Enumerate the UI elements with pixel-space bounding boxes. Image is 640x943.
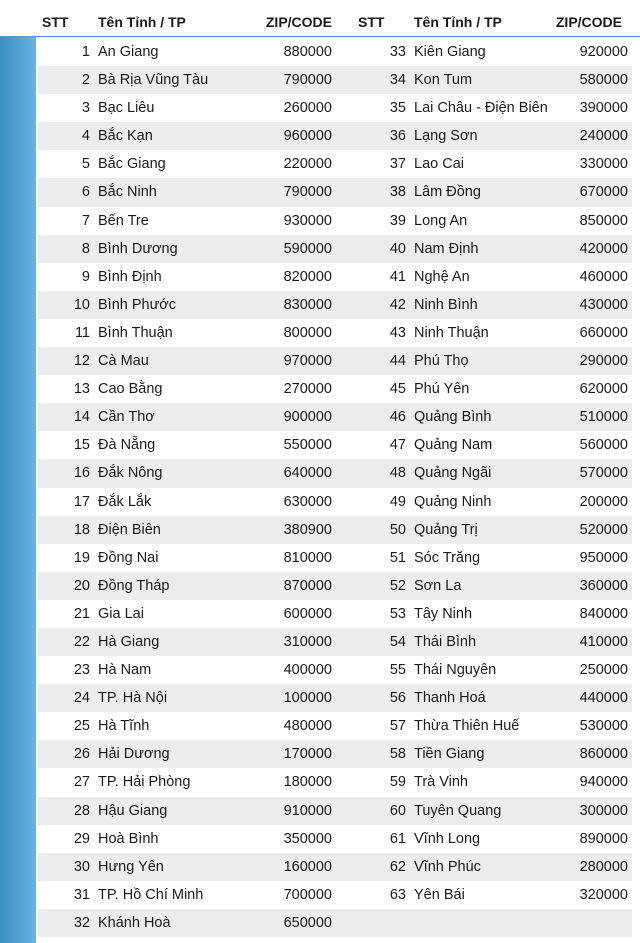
zip-cell: 940000 — [579, 774, 628, 791]
zip-cell: 300000 — [579, 802, 628, 819]
province-cell: Đắk Nông — [98, 465, 163, 482]
stt-cell: 21 — [73, 605, 90, 622]
zip-cell: 600000 — [283, 605, 332, 622]
zip-cell: 460000 — [579, 268, 628, 285]
province-cell: Đồng Nai — [98, 549, 159, 566]
province-cell: Hậu Giang — [98, 802, 168, 819]
province-cell: Tuyên Quang — [414, 802, 502, 819]
stt-cell: 38 — [389, 184, 406, 201]
stt-cell: 2 — [81, 72, 90, 89]
stt-cell: 54 — [389, 633, 406, 650]
zip-cell: 480000 — [283, 718, 332, 735]
stt-cell: 24 — [73, 690, 90, 707]
province-cell: Khánh Hoà — [98, 914, 171, 931]
province-cell: Yên Bái — [414, 886, 465, 903]
zip-cell: 890000 — [579, 830, 628, 847]
stt-cell: 56 — [389, 690, 406, 707]
table-row — [38, 431, 632, 459]
stt-cell: 48 — [389, 465, 406, 482]
zip-cell: 550000 — [283, 437, 332, 454]
stt-cell: 28 — [73, 802, 90, 819]
zip-cell: 620000 — [579, 381, 628, 398]
province-cell: Hà Nam — [98, 662, 152, 679]
province-cell: Nghệ An — [414, 268, 470, 285]
zip-cell: 960000 — [283, 128, 332, 145]
zip-cell: 280000 — [579, 858, 628, 875]
zip-cell: 670000 — [579, 184, 628, 201]
province-cell: Trà Vinh — [414, 774, 468, 791]
stt-cell: 62 — [389, 858, 406, 875]
province-cell: Bến Tre — [98, 212, 149, 229]
table-row — [38, 375, 632, 403]
stt-cell: 32 — [73, 914, 90, 931]
table-row — [38, 459, 632, 487]
province-cell: Phú Thọ — [414, 353, 469, 370]
header-zip: ZIP/CODE — [265, 14, 332, 30]
table-row — [38, 881, 632, 909]
province-cell: Bình Dương — [98, 240, 178, 257]
stt-cell: 23 — [73, 662, 90, 679]
province-cell: Bắc Kạn — [98, 128, 153, 145]
province-cell: Hải Dương — [98, 746, 170, 763]
table-row — [38, 712, 632, 740]
stt-cell: 34 — [389, 72, 406, 89]
stt-cell: 13 — [73, 381, 90, 398]
table-row — [38, 797, 632, 825]
province-cell: Phú Yên — [414, 381, 470, 398]
stt-cell: 37 — [389, 156, 406, 173]
zip-cell: 430000 — [579, 296, 628, 313]
table-row — [38, 66, 632, 94]
zip-cell: 590000 — [283, 240, 332, 257]
zip-cell: 270000 — [283, 381, 332, 398]
stt-cell: 60 — [389, 802, 406, 819]
province-cell: Cần Thơ — [98, 409, 155, 426]
table-row — [38, 656, 632, 684]
zip-cell: 880000 — [283, 44, 332, 60]
zip-cell: 650000 — [283, 914, 332, 931]
province-cell: Quảng Nam — [414, 437, 493, 454]
table-row — [38, 684, 632, 712]
zip-cell: 390000 — [579, 100, 628, 117]
zip-cell: 560000 — [579, 437, 628, 454]
stt-cell: 42 — [389, 296, 406, 313]
province-cell: Bà Rịa Vũng Tàu — [98, 72, 209, 89]
table-row — [38, 347, 632, 375]
zip-cell: 920000 — [579, 44, 628, 60]
header-divider — [0, 36, 640, 37]
stt-cell: 63 — [389, 886, 406, 903]
table-row — [38, 628, 632, 656]
province-cell: Hà Tĩnh — [98, 718, 150, 735]
zip-cell: 950000 — [579, 549, 628, 566]
stt-cell: 12 — [73, 353, 90, 370]
stt-cell: 8 — [81, 240, 90, 257]
stt-cell: 33 — [389, 44, 406, 60]
zip-cell: 860000 — [579, 746, 628, 763]
zip-cell: 510000 — [579, 409, 628, 426]
table-row — [38, 600, 632, 628]
stt-cell: 14 — [73, 409, 90, 426]
stt-cell: 57 — [389, 718, 406, 735]
stt-cell: 61 — [389, 830, 406, 847]
table-row — [38, 178, 632, 206]
stt-cell: 11 — [74, 324, 90, 341]
province-cell: Lai Châu - Điện Biên — [414, 100, 548, 117]
zip-cell: 380900 — [283, 521, 332, 538]
stt-cell: 41 — [389, 268, 406, 285]
stt-cell: 40 — [389, 240, 406, 257]
zip-cell: 100000 — [283, 690, 332, 707]
stt-cell: 5 — [81, 156, 90, 173]
stt-cell: 29 — [73, 830, 90, 847]
stt-cell: 20 — [73, 577, 90, 594]
table-row — [38, 572, 632, 600]
province-cell: Long An — [414, 212, 468, 229]
province-cell: Sơn La — [414, 577, 462, 594]
stt-cell: 53 — [389, 605, 406, 622]
zip-cell: 420000 — [579, 240, 628, 257]
zip-cell: 850000 — [579, 212, 628, 229]
province-cell: Bắc Ninh — [98, 184, 157, 201]
province-cell: Đắk Lắk — [98, 493, 152, 510]
stt-cell: 43 — [389, 324, 406, 341]
zip-cell: 520000 — [579, 521, 628, 538]
table-row — [38, 488, 632, 516]
zip-cell: 820000 — [283, 268, 332, 285]
province-cell: Thanh Hoá — [414, 690, 486, 707]
province-cell: Thái Nguyên — [414, 662, 497, 679]
zip-cell: 870000 — [283, 577, 332, 594]
province-cell: Đà Nẵng — [98, 437, 156, 454]
province-cell: Đồng Tháp — [98, 577, 170, 594]
table-row — [38, 235, 632, 263]
stt-cell: 10 — [73, 296, 90, 313]
table-row — [38, 544, 632, 572]
zip-cell: 290000 — [579, 353, 628, 370]
province-cell: Thừa Thiên Huế — [414, 718, 520, 735]
table-row — [38, 403, 632, 431]
zip-cell: 400000 — [283, 662, 332, 679]
zip-cell: 660000 — [579, 324, 628, 341]
province-cell: TP. Hồ Chí Minh — [98, 886, 204, 903]
stt-cell: 25 — [73, 718, 90, 735]
table-row — [38, 150, 632, 178]
province-cell: Sóc Trăng — [414, 549, 481, 566]
zip-cell: 180000 — [283, 774, 332, 791]
table-row — [38, 516, 632, 544]
province-cell: Ninh Bình — [414, 296, 478, 313]
stt-cell: 6 — [81, 184, 90, 201]
province-cell: Tiền Giang — [414, 746, 485, 763]
stt-cell: 17 — [73, 493, 90, 510]
province-cell: Bình Phước — [98, 296, 177, 313]
province-cell: Quảng Ngãi — [414, 465, 492, 482]
stt-cell: 15 — [73, 437, 90, 454]
province-cell: Quảng Ninh — [414, 493, 492, 510]
table-row — [38, 38, 632, 66]
province-cell: Kon Tum — [414, 72, 473, 89]
province-cell: Bắc Giang — [98, 156, 166, 173]
zip-cell: 570000 — [579, 465, 628, 482]
stt-cell: 58 — [389, 746, 406, 763]
zip-cell: 360000 — [579, 577, 628, 594]
stt-cell: 30 — [73, 858, 90, 875]
stt-cell: 4 — [81, 128, 90, 145]
province-cell: Bình Định — [98, 268, 162, 285]
zip-cell: 170000 — [283, 746, 332, 763]
province-cell: Kiên Giang — [414, 44, 486, 60]
stt-cell: 35 — [389, 100, 406, 117]
province-cell: Hưng Yên — [98, 858, 164, 875]
province-cell: TP. Hải Phòng — [98, 774, 191, 791]
stt-cell: 22 — [73, 633, 90, 650]
province-cell: Gia Lai — [98, 605, 144, 622]
zip-cell: 350000 — [283, 830, 332, 847]
province-cell: Hà Giang — [98, 633, 160, 650]
zip-cell: 200000 — [579, 493, 628, 510]
province-cell: Lao Cai — [414, 156, 464, 173]
province-cell: Tây Ninh — [414, 605, 473, 622]
header-stt-2: STT — [358, 14, 385, 30]
zip-cell: 240000 — [579, 128, 628, 145]
table-row — [38, 207, 632, 235]
province-cell: Quảng Trị — [414, 521, 478, 538]
stt-cell: 19 — [73, 549, 90, 566]
zip-cell: 970000 — [283, 353, 332, 370]
province-cell: Cà Mau — [98, 353, 149, 370]
zip-cell: 630000 — [283, 493, 332, 510]
stt-cell: 18 — [73, 521, 90, 538]
table-row — [38, 263, 632, 291]
table-row — [38, 768, 632, 796]
zip-cell: 700000 — [283, 886, 332, 903]
zip-cell: 330000 — [579, 156, 628, 173]
stt-cell: 3 — [81, 100, 90, 117]
zip-table — [38, 38, 632, 937]
zip-cell: 830000 — [283, 296, 332, 313]
zip-cell: 930000 — [283, 212, 332, 229]
zip-cell: 250000 — [579, 662, 628, 679]
zip-cell: 810000 — [283, 549, 332, 566]
stt-cell: 26 — [73, 746, 90, 763]
zip-cell: 790000 — [283, 72, 332, 89]
table-row — [38, 319, 632, 347]
stt-cell: 1 — [81, 44, 90, 60]
province-cell: Bình Thuận — [98, 324, 173, 341]
table-header — [0, 0, 640, 36]
zip-cell: 530000 — [579, 718, 628, 735]
stt-cell: 16 — [73, 465, 90, 482]
province-cell: Lạng Sơn — [414, 128, 478, 145]
province-cell: Hoà Bình — [98, 830, 159, 847]
province-cell: Điện Biên — [98, 521, 161, 538]
province-cell: An Giang — [98, 44, 159, 60]
zip-cell: 440000 — [579, 690, 628, 707]
stt-cell: 27 — [73, 774, 90, 791]
zip-cell: 840000 — [579, 605, 628, 622]
stt-cell: 49 — [389, 493, 406, 510]
header-province: Tên Tỉnh / TP — [98, 14, 186, 30]
table-row — [38, 122, 632, 150]
stt-cell: 7 — [81, 212, 90, 229]
table-row — [38, 853, 632, 881]
zip-cell: 220000 — [283, 156, 332, 173]
header-stt: STT — [42, 14, 69, 30]
stt-cell: 47 — [389, 437, 406, 454]
stt-cell: 44 — [389, 353, 406, 370]
stt-cell: 51 — [389, 549, 406, 566]
province-cell: Ninh Thuận — [414, 324, 489, 341]
province-cell: Cao Bằng — [98, 381, 163, 398]
province-cell: TP. Hà Nội — [98, 690, 168, 707]
stt-cell: 55 — [389, 662, 406, 679]
stt-cell: 39 — [389, 212, 406, 229]
zip-cell: 320000 — [579, 886, 628, 903]
stt-cell: 45 — [389, 381, 406, 398]
province-cell: Nam Định — [414, 240, 479, 257]
zip-cell: 260000 — [283, 100, 332, 117]
zip-cell: 410000 — [579, 633, 628, 650]
zip-cell: 790000 — [283, 184, 332, 201]
table-row — [38, 740, 632, 768]
zip-cell: 900000 — [283, 409, 332, 426]
province-cell: Lâm Đồng — [414, 184, 481, 201]
stt-cell: 9 — [81, 268, 90, 285]
table-row — [38, 825, 632, 853]
stt-cell: 36 — [389, 128, 406, 145]
stt-cell: 52 — [389, 577, 406, 594]
sidebar-accent — [0, 37, 36, 943]
zip-cell: 800000 — [283, 324, 332, 341]
stt-cell: 50 — [389, 521, 406, 538]
zip-cell: 580000 — [579, 72, 628, 89]
table-row — [38, 94, 632, 122]
province-cell: Vĩnh Long — [414, 830, 481, 847]
province-cell: Quảng Bình — [414, 409, 492, 426]
zip-cell: 160000 — [283, 858, 332, 875]
header-province-2: Tên Tỉnh / TP — [414, 14, 502, 30]
province-cell: Bạc Liêu — [98, 100, 155, 117]
province-cell: Thái Bình — [414, 633, 477, 650]
header-zip-2: ZIP/CODE — [555, 14, 622, 30]
zip-cell: 910000 — [283, 802, 332, 819]
stt-cell: 59 — [389, 774, 406, 791]
zip-cell: 640000 — [283, 465, 332, 482]
stt-cell: 31 — [73, 886, 90, 903]
province-cell: Vĩnh Phúc — [414, 858, 481, 875]
zip-cell: 310000 — [283, 633, 332, 650]
stt-cell: 46 — [389, 409, 406, 426]
table-row — [38, 291, 632, 319]
table-row — [38, 909, 632, 937]
